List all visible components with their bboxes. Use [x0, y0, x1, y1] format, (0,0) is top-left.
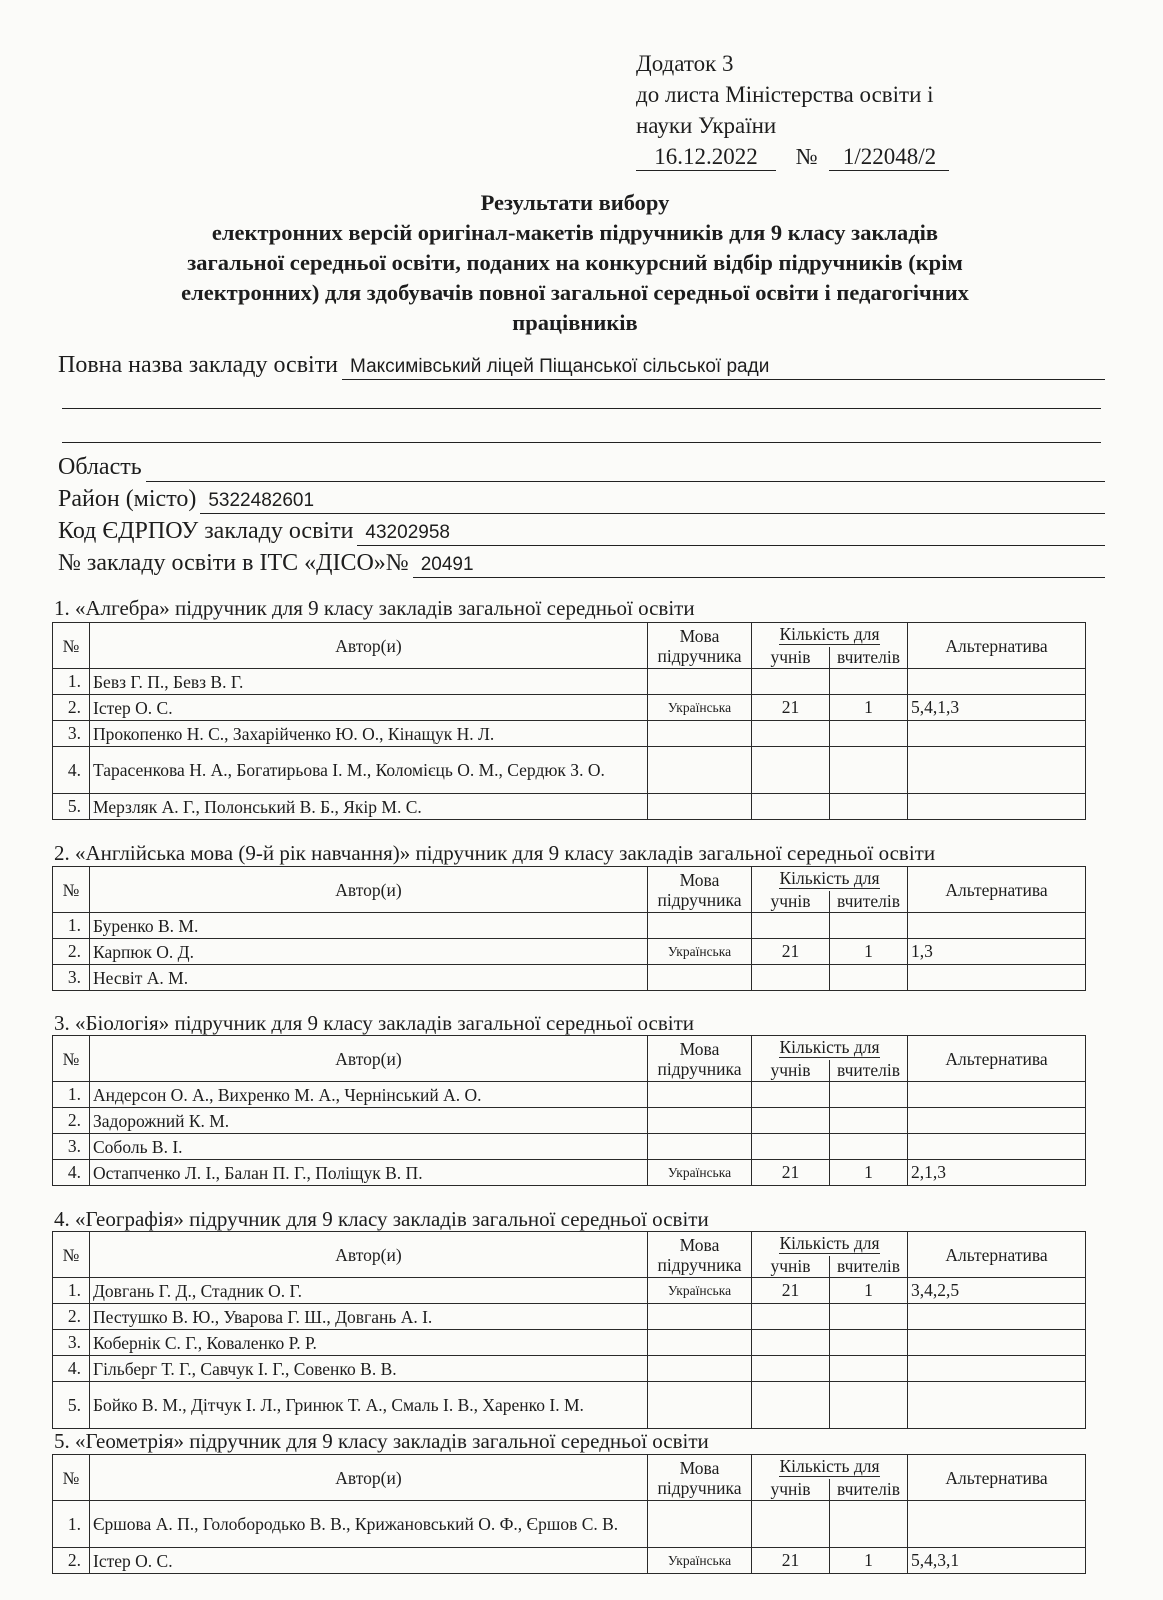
addendum-line-2: до листа Міністерства освіти і [636, 82, 934, 107]
row-language [648, 747, 752, 794]
table-header-row [53, 1232, 1086, 1256]
table-header-row [53, 623, 1086, 647]
row-number: 4. [53, 747, 90, 794]
row-alternative [908, 965, 1086, 991]
row-authors: Тарасенкова Н. А., Богатирьова І. М., Коломієць О. М., Сердюк З. О. [90, 747, 648, 794]
row-students [752, 1082, 830, 1108]
table-row [53, 747, 1086, 794]
region-label: Область [58, 454, 142, 480]
row-students [752, 1356, 830, 1382]
row-alternative: 5,4,3,1 [908, 1548, 1086, 1574]
row-language: Українська [648, 1160, 752, 1186]
header-authors: Автор(и) [90, 1232, 648, 1278]
table-row [53, 1382, 1086, 1429]
header-quantity-label: Кількість для [779, 1037, 880, 1058]
row-authors: Істер О. С. [90, 1548, 648, 1574]
header-language-line-1: Мова [679, 1457, 720, 1478]
header-quantity-label: Кількість для [779, 624, 880, 645]
edrpou-label: Код ЄДРПОУ закладу освіти [58, 518, 354, 544]
row-students: 21 [752, 1160, 830, 1186]
row-authors: Соболь В. І. [90, 1134, 648, 1160]
row-teachers [830, 747, 908, 794]
row-number: 1. [53, 1278, 90, 1304]
row-number: 2. [53, 1548, 90, 1574]
row-alternative [908, 1382, 1086, 1429]
table-row [53, 1501, 1086, 1548]
row-alternative [908, 747, 1086, 794]
row-alternative: 1,3 [908, 939, 1086, 965]
header-number: № [53, 867, 90, 913]
header-language-line-1: Мова [679, 1234, 720, 1255]
institution-value: Максимівський ліцей Піщанської сільської ради [342, 355, 1105, 380]
edrpou-field [58, 516, 1105, 546]
title-line-5: працівників [512, 310, 638, 335]
results-table [52, 1231, 1086, 1429]
header-students: учнів [752, 891, 830, 913]
header-language [648, 867, 752, 913]
header-teachers: вчителів [830, 647, 908, 669]
row-students [752, 794, 830, 820]
addendum-line-1: Додаток 3 [636, 51, 734, 76]
row-authors: Кобернік С. Г., Коваленко Р. Р. [90, 1330, 648, 1356]
row-authors: Бойко В. М., Дітчук І. Л., Гринюк Т. А., Смаль І. В., Харенко І. М. [90, 1382, 648, 1429]
row-number: 3. [53, 1134, 90, 1160]
table-row [53, 1304, 1086, 1330]
row-number: 2. [53, 1304, 90, 1330]
header-language-line-1: Мова [679, 625, 720, 646]
section-title: 3. «Біологія» підручник для 9 класу закладів загальної середньої освіти [54, 1011, 694, 1035]
section-title: 4. «Географія» підручник для 9 класу закладів загальної середньої освіти [54, 1207, 709, 1231]
row-language [648, 721, 752, 747]
row-authors: Прокопенко Н. С., Захарійченко Ю. О., Кінащук Н. Л. [90, 721, 648, 747]
row-teachers: 1 [830, 1548, 908, 1574]
header-language-line-1: Мова [679, 869, 720, 890]
table-row [53, 695, 1086, 721]
header-language-line-2: підручника [657, 1058, 742, 1079]
row-teachers [830, 1134, 908, 1160]
row-teachers [830, 794, 908, 820]
section-title: 1. «Алгебра» підручник для 9 класу закладів загальної середньої освіти [54, 596, 695, 620]
row-number: 1. [53, 1501, 90, 1548]
row-students: 21 [752, 1278, 830, 1304]
header-alternative: Альтернатива [908, 623, 1086, 669]
edrpou-value: 43202958 [357, 521, 1105, 546]
header-language-line-2: підручника [657, 889, 742, 910]
table-row [53, 794, 1086, 820]
header-quantity [752, 1232, 908, 1256]
row-teachers: 1 [830, 695, 908, 721]
row-language [648, 669, 752, 695]
header-quantity [752, 1036, 908, 1060]
row-language: Українська [648, 939, 752, 965]
document-title [60, 188, 1090, 338]
row-teachers [830, 913, 908, 939]
row-students [752, 669, 830, 695]
row-authors: Несвіт А. М. [90, 965, 648, 991]
row-language [648, 1304, 752, 1330]
row-teachers [830, 721, 908, 747]
table-header-row [53, 1455, 1086, 1479]
row-number: 5. [53, 794, 90, 820]
table-row [53, 1082, 1086, 1108]
row-alternative: 3,4,2,5 [908, 1278, 1086, 1304]
header-alternative: Альтернатива [908, 1455, 1086, 1501]
table-header-row [53, 1036, 1086, 1060]
itc-field [58, 548, 1105, 578]
table-row [53, 669, 1086, 695]
row-students [752, 1330, 830, 1356]
header-number: № [53, 623, 90, 669]
row-number: 3. [53, 1330, 90, 1356]
header-alternative: Альтернатива [908, 1232, 1086, 1278]
row-alternative [908, 1304, 1086, 1330]
title-line-2: електронних версій оригінал-макетів підручників для 9 класу закладів [211, 220, 939, 245]
row-alternative [908, 1356, 1086, 1382]
institution-field [58, 350, 1105, 380]
row-students [752, 913, 830, 939]
header-quantity-label: Кількість для [779, 1233, 880, 1254]
header-teachers: вчителів [830, 1256, 908, 1278]
header-authors: Автор(и) [90, 1036, 648, 1082]
row-students [752, 1108, 830, 1134]
header-quantity [752, 623, 908, 647]
header-authors: Автор(и) [90, 867, 648, 913]
row-authors: Істер О. С. [90, 695, 648, 721]
row-authors: Гільберг Т. Г., Савчук І. Г., Совенко В. В. [90, 1356, 648, 1382]
header-students: учнів [752, 1479, 830, 1501]
row-alternative: 5,4,1,3 [908, 695, 1086, 721]
addendum-line-3: науки України [636, 113, 777, 138]
table-row [53, 1356, 1086, 1382]
header-quantity-label: Кількість для [779, 1456, 880, 1477]
table-row [53, 1330, 1086, 1356]
header-students: учнів [752, 1256, 830, 1278]
table-row [53, 721, 1086, 747]
row-authors: Мерзляк А. Г., Полонський В. Б., Якір М. С. [90, 794, 648, 820]
row-students: 21 [752, 695, 830, 721]
header-quantity [752, 1455, 908, 1479]
table-row [53, 939, 1086, 965]
title-line-4: електронних) для здобувачів повної загальної середньої освіти і педагогічних [181, 280, 969, 305]
addendum-ref [636, 141, 949, 172]
row-teachers [830, 1082, 908, 1108]
row-alternative [908, 1134, 1086, 1160]
header-language [648, 623, 752, 669]
table-row [53, 965, 1086, 991]
row-students [752, 1304, 830, 1330]
row-alternative [908, 1082, 1086, 1108]
row-students: 21 [752, 1548, 830, 1574]
row-teachers: 1 [830, 1160, 908, 1186]
header-language [648, 1455, 752, 1501]
row-language [648, 794, 752, 820]
header-language-line-2: підручника [657, 645, 742, 666]
row-authors: Задорожний К. М. [90, 1108, 648, 1134]
row-authors: Остапченко Л. І., Балан П. Г., Поліщук В. П. [90, 1160, 648, 1186]
blank-line [62, 408, 1101, 409]
row-students [752, 1501, 830, 1548]
row-alternative [908, 913, 1086, 939]
header-language [648, 1036, 752, 1082]
table-row [53, 1160, 1086, 1186]
row-language: Українська [648, 1278, 752, 1304]
row-teachers [830, 1382, 908, 1429]
header-authors: Автор(и) [90, 623, 648, 669]
row-alternative [908, 721, 1086, 747]
row-alternative [908, 1501, 1086, 1548]
row-number: 5. [53, 1382, 90, 1429]
row-alternative: 2,1,3 [908, 1160, 1086, 1186]
row-authors: Єршова А. П., Голобородько В. В., Крижановський О. Ф., Єршов С. В. [90, 1501, 648, 1548]
title-line-3: загальної середньої освіти, поданих на конкурсний відбір підручників (крім [187, 250, 963, 275]
table-row [53, 913, 1086, 939]
row-authors: Пестушко В. Ю., Уварова Г. Ш., Довгань А. І. [90, 1304, 648, 1330]
row-language [648, 1330, 752, 1356]
section-title: 5. «Геометрія» підручник для 9 класу закладів загальної середньої освіти [54, 1429, 709, 1453]
region-field [58, 452, 1105, 482]
blank-line [62, 442, 1101, 443]
row-alternative [908, 1108, 1086, 1134]
row-teachers [830, 1304, 908, 1330]
row-number: 4. [53, 1356, 90, 1382]
results-table [52, 1454, 1086, 1574]
row-language [648, 1382, 752, 1429]
district-label: Район (місто) [58, 486, 197, 512]
region-value [146, 457, 1105, 482]
header-alternative: Альтернатива [908, 1036, 1086, 1082]
row-teachers: 1 [830, 939, 908, 965]
row-students: 21 [752, 939, 830, 965]
row-language [648, 1134, 752, 1160]
header-students: учнів [752, 647, 830, 669]
addendum-no-sign: № [795, 144, 818, 169]
row-number: 3. [53, 721, 90, 747]
addendum-block [636, 48, 949, 172]
row-alternative [908, 669, 1086, 695]
row-teachers: 1 [830, 1278, 908, 1304]
row-language [648, 1501, 752, 1548]
row-number: 1. [53, 669, 90, 695]
row-students [752, 965, 830, 991]
row-authors: Буренко В. М. [90, 913, 648, 939]
row-authors: Андерсон О. А., Вихренко М. А., Чернінський А. О. [90, 1082, 648, 1108]
addendum-date: 16.12.2022 [636, 144, 776, 171]
results-table [52, 866, 1086, 991]
row-teachers [830, 1330, 908, 1356]
header-language-line-1: Мова [679, 1038, 720, 1059]
table-row [53, 1134, 1086, 1160]
header-language-line-2: підручника [657, 1477, 742, 1498]
header-students: учнів [752, 1060, 830, 1082]
itc-value: 20491 [413, 553, 1105, 578]
row-number: 2. [53, 1108, 90, 1134]
header-teachers: вчителів [830, 1060, 908, 1082]
header-alternative: Альтернатива [908, 867, 1086, 913]
itc-label: № закладу освіти в ІТС «ДІСО»№ [58, 550, 409, 576]
header-number: № [53, 1455, 90, 1501]
table-row [53, 1548, 1086, 1574]
row-number: 1. [53, 913, 90, 939]
row-number: 3. [53, 965, 90, 991]
row-authors: Довгань Г. Д., Стадник О. Г. [90, 1278, 648, 1304]
section-title: 2. «Англійська мова (9-й рік навчання)» підручник для 9 класу закладів загальної середньої освіти [54, 841, 936, 865]
row-language: Українська [648, 1548, 752, 1574]
header-authors: Автор(и) [90, 1455, 648, 1501]
row-language [648, 965, 752, 991]
header-quantity [752, 867, 908, 891]
row-teachers [830, 1108, 908, 1134]
district-value: 5322482601 [200, 489, 1105, 514]
header-language [648, 1232, 752, 1278]
header-teachers: вчителів [830, 891, 908, 913]
title-line-1: Результати вибору [480, 190, 670, 215]
header-language-line-2: підручника [657, 1254, 742, 1275]
table-row [53, 1108, 1086, 1134]
row-language [648, 1108, 752, 1134]
header-number: № [53, 1232, 90, 1278]
row-students [752, 1382, 830, 1429]
row-language [648, 913, 752, 939]
header-number: № [53, 1036, 90, 1082]
header-quantity-label: Кількість для [779, 868, 880, 889]
row-number: 1. [53, 1082, 90, 1108]
row-students [752, 721, 830, 747]
row-language [648, 1356, 752, 1382]
header-teachers: вчителів [830, 1479, 908, 1501]
row-number: 2. [53, 939, 90, 965]
row-number: 4. [53, 1160, 90, 1186]
row-teachers [830, 965, 908, 991]
row-students [752, 747, 830, 794]
row-authors: Карпюк О. Д. [90, 939, 648, 965]
row-teachers [830, 1356, 908, 1382]
row-language: Українська [648, 695, 752, 721]
row-authors: Бевз Г. П., Бевз В. Г. [90, 669, 648, 695]
row-language [648, 1082, 752, 1108]
results-table [52, 1035, 1086, 1186]
row-alternative [908, 794, 1086, 820]
row-alternative [908, 1330, 1086, 1356]
table-row [53, 1278, 1086, 1304]
district-field [58, 484, 1105, 514]
row-number: 2. [53, 695, 90, 721]
row-teachers [830, 1501, 908, 1548]
addendum-number: 1/22048/2 [829, 144, 949, 171]
results-table [52, 622, 1086, 820]
table-header-row [53, 867, 1086, 891]
institution-label: Повна назва закладу освіти [58, 352, 339, 378]
row-students [752, 1134, 830, 1160]
row-teachers [830, 669, 908, 695]
